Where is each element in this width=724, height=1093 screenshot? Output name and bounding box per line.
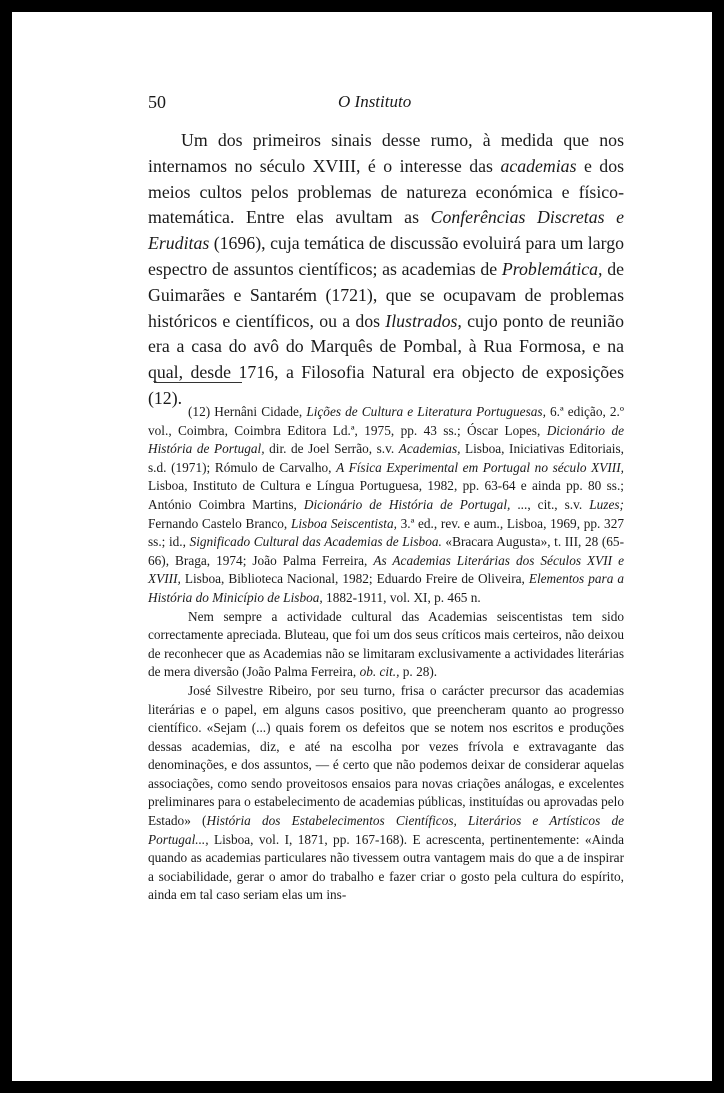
- text-run: «Bracara Augusta», t. III, 28 (65-66), Braga, 1974; João Palma Ferreira,: [148, 534, 625, 568]
- text-run: Lisboa, Biblioteca Nacional, 1982; Eduardo Freire de Oliveira,: [180, 571, 529, 587]
- text-run: Fernando Castelo Branco,: [148, 515, 291, 531]
- text-run: ..., cit., s.v.: [510, 496, 590, 512]
- text-run: dir. de Joel Serrão, s.v.: [264, 441, 399, 457]
- italic-run: Problemática,: [501, 258, 603, 279]
- italic-run: A Física Experimental em Portugal no século XVIII,: [336, 459, 624, 475]
- footnote-separator: [154, 382, 242, 383]
- text-run: Lisboa, Instituto de Cultura e Língua Portuguesa, 1982, pp. 63-64 e ainda pp. 80 ss.; António Coimbra Martins,: [148, 478, 624, 512]
- italic-run: Significado Cultural das Academias de Lisboa.: [189, 534, 442, 550]
- page-number: 50: [148, 92, 166, 112]
- text-run: de Guimarães e Santarém (1721), que se ocupavam de problemas históricos e científicos, ou a dos: [148, 258, 624, 331]
- text-run: e dos meios cultos pelos problemas de natureza económica e físico-matemática. Entre elas avultam as: [148, 155, 624, 228]
- text-run: 3.ª ed., rev. e aum., Lisboa, 1969, pp. 327 ss.; id.,: [148, 515, 624, 550]
- footnote-paragraph-3: [148, 682, 624, 905]
- text-run: 1882-1911, vol. XI, p. 465 n.: [322, 589, 481, 605]
- page-header: [148, 92, 624, 116]
- book-page: [12, 12, 712, 1081]
- italic-run: Ilustrados,: [385, 310, 462, 331]
- text-run: (12) Hernâni Cidade,: [188, 404, 307, 419]
- italic-run: História dos Estabelecimentos Científicos, Literários e Artísticos de Portugal...,: [148, 813, 625, 847]
- italic-run: Elementos para a História do Minicípio de Lisboa,: [148, 571, 624, 605]
- footnote-paragraph-2: [148, 608, 624, 682]
- text-run: Lisboa, vol. I, 1871, pp. 167-168). E acrescenta, pertinentemente: «Ainda quando as academias particulares não tivessem outra vantagem mais do que a de inspirar a sociabilidade, gerar o amor do trabalho e fazer criar o gosto pela cultura do espírito, ainda em tal caso seriam elas um ins-: [148, 831, 624, 903]
- text-run: Nem sempre a actividade cultural das Academias seiscentistas tem sido correctamente apreciada. Bluteau, que foi um dos seus críticos mais certeiros, não deixou de reconhecer que as Academias não se limitaram exclusivamente a actividades literárias de mera diversão (João Palma Ferreira,: [148, 608, 624, 680]
- footnote-12: [148, 403, 624, 608]
- italic-run: Luzes;: [589, 496, 624, 512]
- italic-run: As Academias Literárias dos Séculos XVII e XVIII,: [148, 552, 625, 587]
- text-run: Um dos primeiros sinais desse rumo, à medida que nos internamos no século XVIII, é o interesse das: [148, 130, 624, 176]
- text-run: 6.ª edição, 2.º vol., Coimbra, Coimbra Editora Ld.ª, 1975, pp. 43 ss.; Óscar Lopes,: [148, 404, 624, 438]
- text-run: (1696), cuja temática de discussão evoluirá para um largo espectro de assuntos científicos; as academias de: [148, 233, 624, 279]
- footnotes: [148, 403, 624, 905]
- italic-run: Academias,: [398, 441, 461, 457]
- main-paragraph: [148, 128, 624, 412]
- italic-run: academias: [500, 155, 577, 176]
- italic-run: Dicionário de História de Portugal,: [148, 422, 624, 457]
- text-run: p. 28).: [399, 664, 438, 680]
- text-run: José Silvestre Ribeiro, por seu turno, frisa o carácter precursor das academias literárias e o papel, em alguns casos positivo, que preencheram quanto ao progresso científico. «Sejam (...) quais forem os defeitos que se notem nos escritos e produções dessas academias, diz, e até na escolha por vezes frívola e extravagante das denominações, e dos assuntos, — é certo que não podemos deixar de considerar aquelas associações, como sendo proveitosos ensaios para novas criações análogas, e excelentes preliminares para o estabelecimento de academias públicas, instituídas ou aprovadas pelo Estado» (: [148, 682, 624, 829]
- italic-run: Dicionário de História de Portugal,: [303, 496, 511, 512]
- text-run: cujo ponto de reunião era a casa do avô do Marquês de Pombal, à Rua Formosa, e na qual, desde 1716, a Filosofia Natural era objecto de exposições (12).: [148, 310, 625, 408]
- italic-run: Conferências Discretas e Eruditas: [148, 207, 624, 254]
- italic-run: ob. cit.,: [359, 664, 400, 680]
- italic-run: Lisboa Seiscentista,: [290, 515, 397, 531]
- italic-run: Lições de Cultura e Literatura Portuguesas,: [306, 404, 546, 419]
- running-title: O Instituto: [338, 92, 412, 111]
- text-run: Lisboa, Iniciativas Editoriais, s.d. (1971); Rómulo de Carvalho,: [148, 441, 624, 475]
